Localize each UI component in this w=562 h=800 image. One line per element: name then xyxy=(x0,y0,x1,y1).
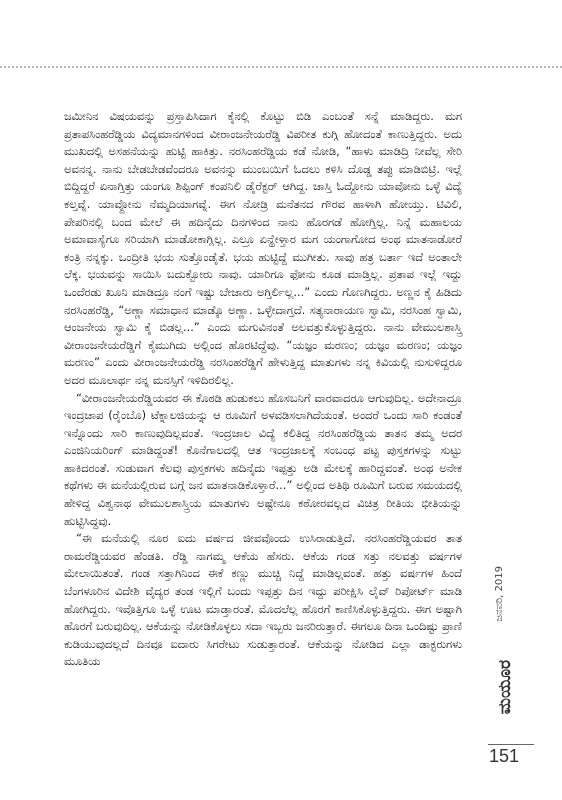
header-dotted-rule xyxy=(0,66,562,68)
issue-date: ಜನವರಿ, 2019 xyxy=(494,566,505,622)
page-number-divider xyxy=(488,744,534,745)
magazine-logo: ಮಯೂರ xyxy=(495,660,515,715)
article-paragraph: “ಈ ಮನೆಯಲ್ಲಿ ನೂರ ಐದು ವರ್ಷದ ಜೀವವೊಂದು ಉಸಿರಾಡುತ್ತಿದೆ. ನರಸಿಂಹರೆಡ್ಡಿಯವರ ತಾತ ರಾಮರೆಡ್ಡಿಯವರ ಹೆಂಡತಿ. ರೆಡ್ಡಿ ನಾಗಮ್ಮ ಆಕೆಯ ಹೆಸರು. ಆಕೆಯ ಗಂಡ ಸತ್ತು ನಲವತ್ತು ವರ್ಷಗಳ ಮೇಲಾಯಿತಂತೆ. ಗಂಡ ಸತ್ತಾಗಿನಿಂದ ಈಕೆ ಕಣ್ಣು ಮುಚ್ಚಿ ನಿದ್ದೆ ಮಾಡಿಲ್ಲವಂತೆ. ಹತ್ತು ವರ್ಷಗಳ ಹಿಂದೆ ಬೆಂಗಳೂರಿನ ವಿದೇಶಿ ವೈದ್ಯರ ತಂಡ ಇಲ್ಲಿಗೆ ಬಂದು ಇಪ್ಪತ್ತು ದಿನ ಇದ್ದು ಪರೀಕ್ಷಿಸಿ ಲೈವ್ ರಿಪೋರ್ಟ್ ಮಾಡಿ ಹೋಗಿದ್ದರು. ಇವೊತ್ತಿಗೂ ಒಳ್ಳೆ ಊಟ ಮಾಡ್ತಾರಂತೆ. ಮೊದಲೆಲ್ಲ ಹೊರಗೆ ಕಾಣಿಸಿಕೊಳ್ಳುತ್ತಿದ್ದರು. ಈಗ ಅಷ್ಟಾಗಿ ಹೊರಗೆ ಬರುವುದಿಲ್ಲ. ಆಕೆಯನ್ನು ನೋಡಿಕೊಳ್ಳಲು ಸದಾ ಇಬ್ಬರು ಜನರಿರುತ್ತಾರೆ. ಈಗಲೂ ದಿನಾ ಒಂದಿಷ್ಟು ಪ್ರಾಣಿ ಕುಡಿಯುವುದಲ್ಲದೆ ದಿನವೂ ಐದಾರು ಸಿಗರೇಟು ಸುಡುತ್ತಾರಂತೆ. ಆಕೆಯನ್ನು ನೋಡಿದ ಎಲ್ಲಾ ಡಾಕ್ಟರುಗಳು ಮೂತಿಯ xyxy=(64,531,462,669)
page-number: 151 xyxy=(489,746,520,766)
article-body xyxy=(64,108,462,671)
article-paragraph: ಜಮೀನಿನ ವಿಷಯವನ್ನು ಪ್ರಸ್ತಾಪಿಸಿದಾಗ ಕೈನಲ್ಲಿ ಕೊಟ್ಟು ಬಿಡಿ ಎಂಬಂತೆ ಸನ್ನೆ ಮಾಡಿದ್ದರು. ಮಗ ಪ್ರತಾಪಸಿಂಹರೆಡ್ಡಿಯ ವಿದ್ಯಮಾನಗಳಿಂದ ವೀರಾಂಜನೇಯರೆಡ್ಡಿ ವಿಪರೀತ ಕುಗ್ಗಿ ಹೋದಂತೆ ಕಾಣುತ್ತಿದ್ದರು. ಅದು ಮುಖದಲ್ಲಿ ಅಸಹನೆಯನ್ನು ಹುಟ್ಟಿ ಹಾಕಿತ್ತು. ನರಸಿಂಹರೆಡ್ಡಿಯ ಕಡೆ ನೋಡಿ, “ಹಾಳು ಮಾಡಿದ್ರಿ ನೀವೆಲ್ಲ ಸೇರಿ ಅವನನ್ನ. ನಾನು ಬೇಡಬೇಡವೆಂದರೂ ಅವನನ್ನು ಮುಂಬಯಿಗೆ ಓದಲು ಕಳಿಸಿ ದೊಡ್ಡ ತಪ್ಪು ಮಾಡಿಬಿಟ್ರಿ. ಇಲ್ಲೆ ಬಿದ್ದಿದ್ದರೆ ಏನಾಗ್ತಿತ್ತು ಯಂಗೂ ಶಿಪ್ಪಿಂಗ್ ಕಂಪನಿಲಿ ಡೈರೆಕ್ಟರ್ ಆಗಿದ್ದ. ಜಾಸ್ತಿ ಓದ್ದೋನು ಯಾವೋನು ಒಳ್ಳೆ ವಿದ್ಯೆ ಕಲ್ತವ್ನೆ. ಯಾವ್ದೋನು ನೆಮ್ಮದಿಯಾಗವ್ನೆ. ಈಗ ನೋಡ್ರಿ ಮನೆತನದ ಗೌರವ ಹಾಳಾಗಿ ಹೋಯ್ತು. ಟಿವಿಲಿ, ಪೇಪರಿನಲ್ಲಿ ಬಂದ ಮೇಲೆ ಈ ಹದಿನೈದು ದಿನಗಳಿಂದ ನಾನು ಹೊರಗಡೆ ಹೋಗ್ತಿಲ್ಲ. ನಿನ್ನೆ ಮಹಾಲಯ ಅಮಾವಾಸ್ಯೆಗೂ ಸರಿಯಾಗಿ ಮಾಡೋಕಾಗ್ಲಿಲ್ಲ. ಎಲ್ರೂ ಏನ್ಹೇಳ್ತಾರ ಮಗ ಯಂಗಾಗೋದ ಅಂಥ ಮಾತನಾಡೋರೆ ಕಂತ್ರಿ ನನ್ನಕ್ಕು. ಒಂದ್ರೀತಿ ಭಯ ಸುತ್ತೊಂಡೈತೆ. ಭಯ ಹುಟ್ಟಿದ್ದೆ ಮುಗೀತು. ಸಾವು ಹತ್ರ ಬರ್ತಾ ಇದೆ ಅಂತಾಲೇ ಲೆಕ್ಕ. ಭಯವನ್ನು ಸಾಯಿಸಿ ಬದುಕ್ಬೋರು ನಾವು. ಯಾರಿಗೂ ಫೋನು ಕೂಡ ಮಾಡ್ತಿಲ್ಲ. ಪ್ರತಾಪ ಇಲ್ಲೆ ಇದ್ದು ಒಂದೆರಡು ಖೂನಿ ಮಾಡಿದ್ರೂ ನಂಗೆ ಇಷ್ಟು ಬೇಜಾರು ಅಗ್ತಿರ್ಲಿಲ್ಲ...” ಎಂದು ಗೊಣಗಿದ್ದರು. ಅಣ್ಣನ ಕೈ ಹಿಡಿದು ನರಸಿಂಹರೆಡ್ಡಿ, “ಅಣ್ಣಾ ಸಮಾಧಾನ ಮಾಡ್ಕೊ ಅಣ್ಣಾ. ಒಳ್ಳೇದಾಗ್ತದೆ. ಸತ್ಯನಾರಾಯಣ ಸ್ವಾಮಿ, ನರಸಿಂಹ ಸ್ವಾಮಿ, ಆಂಜನೇಯ ಸ್ವಾಮಿ ಕೈ ಬಿಡಲ್ಲ...” ಎಂದು ಮಗುವಿನಂತೆ ಅಲವತ್ತುಕೊಳ್ಳುತ್ತಿದ್ದರು. ನಾನು ವೇಮುಲಶಾಸ್ತ್ರಿ ವೀರಾಂಜನೇಯರೆಡ್ಡಿಗೆ ಕೈಮುಗಿದು ಅಲ್ಲಿಂದ ಹೊರಟಿದ್ದೆವು. “ಯಜ್ಞಂ ಮರಣಂ; ಯಜ್ಞಂ ಮರಣಂ; ಯಜ್ಞಂ ಮರಣಂ” ಎಂದು ವೀರಾಂಜನೇಯರೆಡ್ಡಿ ನರಸಿಂಹರೆಡ್ಡಿಗೆ ಹೇಳುತ್ತಿದ್ದ ಮಾತುಗಳು ನನ್ನ ಕಿವಿಯಲ್ಲಿ ನುಸುಳಿದ್ದರೂ ಅದರ ಮೂಲಾರ್ಥ ನನ್ನ ಮನಸ್ಸಿಗೆ ಇಳಿದಿರಲಿಲ್ಲ. xyxy=(64,109,462,387)
article-paragraph: “ವೀರಾಂಜನೇಯರೆಡ್ಡಿಯವರ ಈ ಕೊಠಡಿ ಹುಡುಕಲು ಹೊಸಬನಿಗೆ ವಾರವಾದರೂ ಆಗುವುದಿಲ್ಲ. ಅದೇನಾದ್ರೂ ಇಂದ್ರಚಾಪ (ರೈಂಬೊ) ಟೆಕ್ನಾಲಜಿಯನ್ನು ಆ ರೂಮಿಗೆ ಅಳವಡಿಸಲಾಗಿದೆಯಂತೆ. ಅಂದರೆ ಒಂದು ಸಾರಿ ಕಂಡಂತೆ ಇನ್ನೊಂದು ಸಾರಿ ಕಾಣುವುದಿಲ್ಲವಂತೆ. ಇಂದ್ರಜಾಲ ವಿದ್ಯೆ ಕಲಿತಿದ್ದ ನರಸಿಂಹರೆಡ್ಡಿಯ ತಾತನ ತಮ್ಮ ಅದರ ಎಂಜಿನಿಯರಿಂಗ್ ಮಾಡಿದ್ದಂತೆ! ಕೊನೆಗಾಲದಲ್ಲಿ ಆತ ಇಂದ್ರಜಾಲಕ್ಕೆ ಸಂಬಂಧ ಪಟ್ಟ ಪುಸ್ತಕಗಳನ್ನು ಸುಟ್ಟು ಹಾಕಿದರಂತೆ. ಸುಡುವಾಗ ಕೆಲವು ಪುಸ್ತಕಗಳು ಹದಿನೈದು ಇಪ್ಪತ್ತು ಅಡಿ ಮೇಲಕ್ಕೆ ಹಾರಿದ್ದವಂತೆ. ಅಂಥ ಅನೇಕ ಕಥೆಗಳು ಈ ಮನೆಯಲ್ಲಿರುವ ಬಗ್ಗೆ ಜನ ಮಾತನಾಡಿಕೊಳ್ತಾರೆ...” ಅಲ್ಲಿಂದ ಅತಿಥಿ ರೂಮಿಗೆ ಬರುವ ಸಮಯದಲ್ಲಿ ಹೇಳಿದ್ದ ವಿಶ್ವನಾಥ ವೇಮುಲಶಾಸ್ತ್ರಿಯ ಮಾತುಗಳು ಅಷ್ಟೇನೂ ಕಠೋರವಲ್ಲದ ವಿಚಿತ್ರ ರೀತಿಯ ಭೀತಿಯನ್ನು ಹುಟ್ಟಿಸಿದ್ದವು. xyxy=(64,390,462,528)
